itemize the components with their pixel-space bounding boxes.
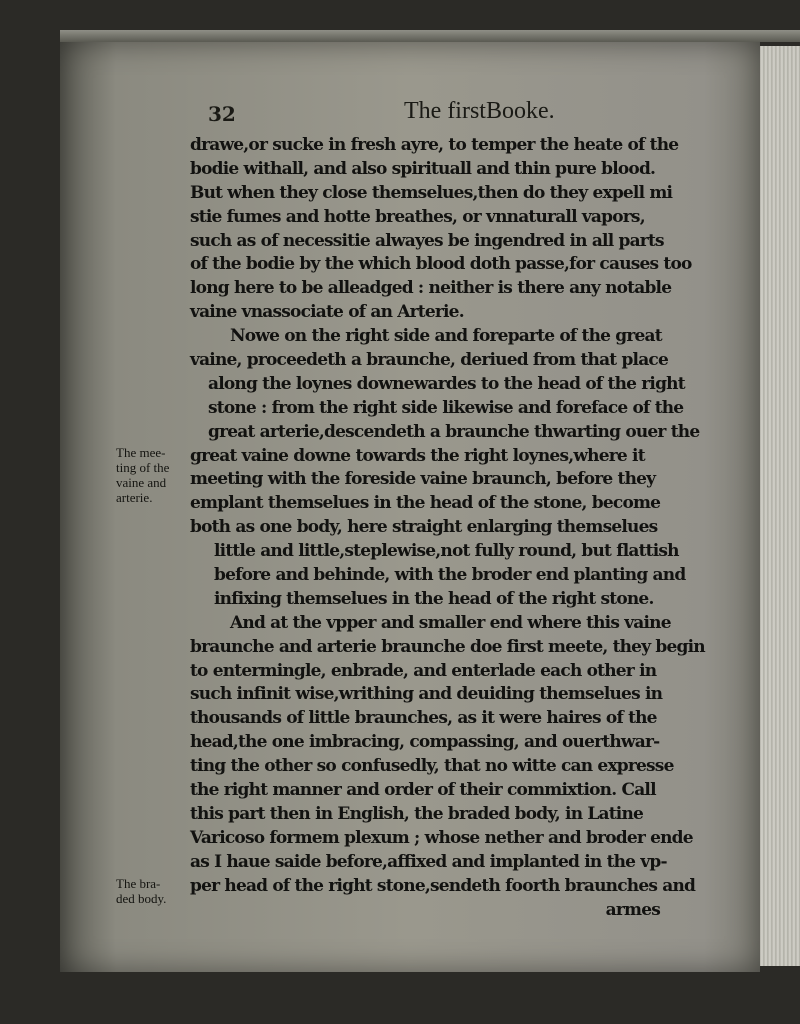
marginal-note-line: vaine and bbox=[116, 475, 167, 490]
text-line: braunche and arterie braunche doe first meete, they begin bbox=[190, 636, 705, 657]
marginal-note-line: ded body. bbox=[116, 891, 167, 906]
text-line: Nowe on the right side and foreparte of the great bbox=[230, 326, 662, 347]
text-line: both as one body, here straight enlarging themselues bbox=[190, 517, 658, 538]
text-line: long here to be alleadged : neither is there any notable bbox=[190, 278, 672, 299]
background-shadow bbox=[0, 972, 800, 1024]
text-line: But when they close themselues,then do they expell mi bbox=[190, 182, 673, 203]
marginal-note-meeting bbox=[116, 445, 190, 505]
text-line: great vaine downe towards the right loynes,where it bbox=[190, 445, 645, 466]
text-line: to entermingle, enbrade, and enterlade each other in bbox=[190, 660, 657, 681]
running-title: The firstBooke. bbox=[404, 98, 555, 124]
text-line: this part then in English, the braded body, in Latine bbox=[190, 803, 644, 824]
marginal-note-line: The mee- bbox=[116, 445, 166, 460]
text-line: meeting with the foreside vaine braunch, before they bbox=[190, 469, 656, 490]
text-line: of the bodie by the which blood doth passe,for causes too bbox=[190, 254, 692, 275]
marginal-note-line: arterie. bbox=[116, 490, 153, 505]
text-line: ting the other so confusedly, that no witte can expresse bbox=[190, 756, 674, 777]
marginal-note-line: ting of the bbox=[116, 460, 170, 475]
text-line: little and little,steplewise,not fully round, but flattish bbox=[214, 541, 679, 562]
text-line: vaine vnassociate of an Arterie. bbox=[190, 302, 464, 323]
text-line: before and behinde, with the broder end planting and bbox=[214, 565, 686, 586]
text-line: per head of the right stone,sendeth foorth braunches and bbox=[190, 875, 696, 896]
text-line: drawe,or sucke in fresh ayre, to temper the heate of the bbox=[190, 135, 679, 155]
text-line: such as of necessitie alwayes be ingendred in all parts bbox=[190, 230, 664, 251]
page-number: 32 bbox=[208, 102, 236, 126]
text-line: Varicoso formem plexum ; whose nether and broder ende bbox=[190, 827, 693, 848]
page-fore-edge bbox=[760, 46, 800, 966]
text-line: such infinit wise,writhing and deuiding themselues in bbox=[190, 684, 663, 705]
text-line: stie fumes and hotte breathes, or vnnaturall vapors, bbox=[190, 206, 645, 227]
text-line: stone : from the right side likewise and foreface of the bbox=[208, 397, 684, 418]
text-line: bodie withall, and also spirituall and thin pure blood. bbox=[190, 158, 656, 179]
text-line: armes bbox=[605, 899, 660, 920]
text-line: along the loynes downewardes to the head of the right bbox=[208, 373, 685, 394]
marginal-note-line: The bra- bbox=[116, 876, 161, 891]
text-line: as I haue saide before,affixed and implanted in the vp- bbox=[190, 851, 667, 872]
text-line: infixing themselues in the head of the right stone. bbox=[214, 588, 654, 609]
marginal-note-braded-body bbox=[116, 876, 190, 906]
text-line: And at the vpper and smaller end where this vaine bbox=[230, 612, 671, 633]
text-line: head,the one imbracing, compassing, and ouerthwar- bbox=[190, 732, 660, 753]
text-line: emplant themselues in the head of the stone, become bbox=[190, 493, 661, 514]
text-line: great arterie,descendeth a braunche thwarting ouer the bbox=[208, 421, 700, 442]
text-line: vaine, proceedeth a braunche, deriued from that place bbox=[190, 350, 668, 371]
book-top-edge bbox=[60, 30, 800, 42]
body-text bbox=[190, 134, 750, 922]
page-header bbox=[208, 98, 678, 132]
text-line: thousands of little braunches, as it were haires of the bbox=[190, 708, 657, 729]
text-line: the right manner and order of their commixtion. Call bbox=[190, 780, 656, 801]
